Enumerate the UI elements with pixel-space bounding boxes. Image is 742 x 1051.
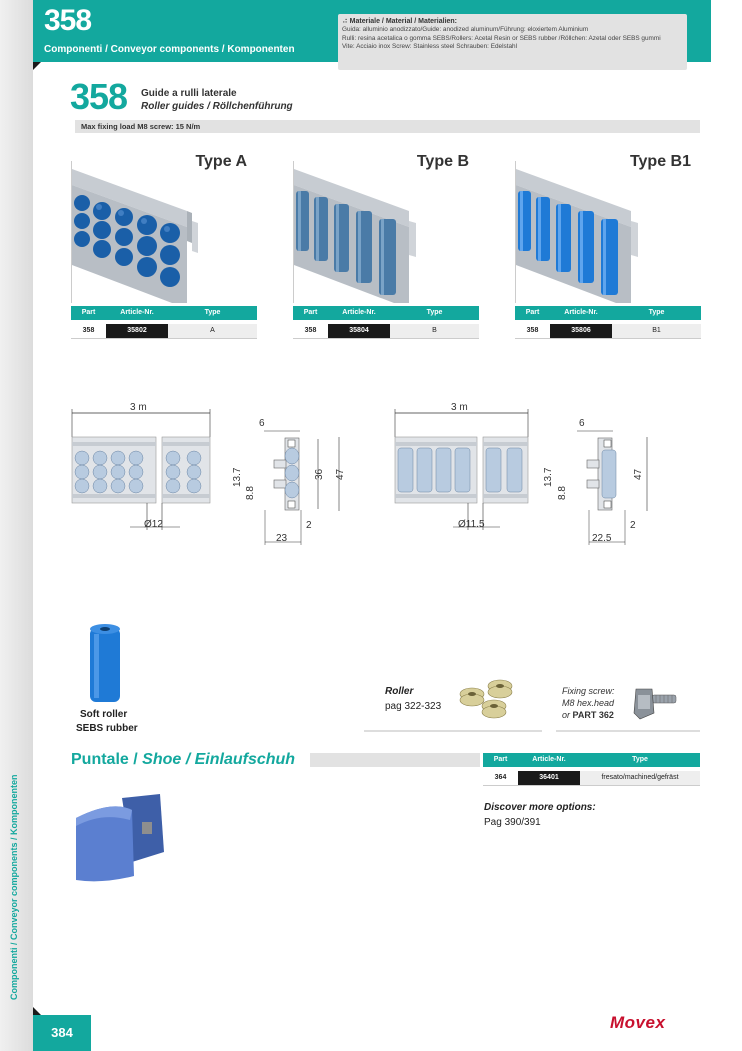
product-title-it: Guide a rulli laterale xyxy=(141,88,237,99)
header-corner xyxy=(33,62,41,70)
dim-47: 47 xyxy=(335,468,346,480)
cell-article: 35804 xyxy=(328,324,390,338)
drawing-type-a xyxy=(60,395,360,555)
screw-image xyxy=(632,683,682,723)
dim-22: 22.5 xyxy=(592,533,612,544)
col-type: Type xyxy=(648,309,665,316)
table-header xyxy=(515,306,701,320)
page-number: 384 xyxy=(33,1015,91,1051)
fixing-part xyxy=(562,710,614,720)
discover-pages-link[interactable]: Pag 390/391 xyxy=(484,817,541,828)
header-number: 358 xyxy=(44,4,92,37)
cell-part: 358 xyxy=(526,327,539,334)
materials-box xyxy=(338,14,687,70)
page-corner xyxy=(33,1007,41,1015)
dim-23: 23 xyxy=(276,533,288,544)
dim-2: 2 xyxy=(630,520,636,531)
table-row xyxy=(483,771,700,786)
product-image-a xyxy=(71,161,258,303)
fixing-label: Fixing screw: xyxy=(562,686,615,696)
cell-type: B1 xyxy=(612,324,701,338)
table-row xyxy=(71,324,257,339)
product-image-b1 xyxy=(515,161,702,303)
cell-part: 358 xyxy=(82,327,95,334)
soft-roller-image xyxy=(86,622,126,704)
dim-8: 8.8 xyxy=(557,486,568,500)
dim-2: 2 xyxy=(306,520,312,531)
roller-images xyxy=(456,676,518,722)
dim-36: 36 xyxy=(314,468,325,480)
shoe-image xyxy=(72,792,168,884)
roller-title: Roller xyxy=(385,686,414,697)
movex-logo: Movex xyxy=(610,1013,666,1032)
dim-47: 47 xyxy=(633,468,644,480)
cell-article: 35806 xyxy=(550,324,612,338)
guide-front-b xyxy=(395,437,528,503)
dim-roller: Ø11.5 xyxy=(458,519,485,530)
dim-roller: Ø12 xyxy=(144,519,163,530)
cell-type: fresato/machined/gefräst xyxy=(580,771,700,785)
profile-a xyxy=(274,438,299,510)
discover-title: Discover more options: xyxy=(484,802,596,813)
cell-article: 35802 xyxy=(106,324,168,338)
materials-line: Rulli: resina acetalica o gomma SEBS/Rollers: Acetal Resin or SEBS rubber /Röllchen: Azetal oder SEBS gummi xyxy=(342,34,661,42)
col-part: Part xyxy=(493,756,508,763)
col-article: Article-Nr. xyxy=(342,309,376,316)
product-card-a xyxy=(71,153,257,339)
dim-13: 13.7 xyxy=(232,467,243,487)
guide-front-a xyxy=(72,437,210,503)
drawing-type-b xyxy=(385,395,685,555)
shoe-title-en: Shoe / xyxy=(142,751,191,768)
load-note: Max fixing load M8 screw: 15 N/m xyxy=(75,120,700,133)
soft-roller-material: SEBS rubber xyxy=(76,723,138,734)
roller-page-link[interactable]: pag 322-323 xyxy=(385,701,442,712)
product-title-en: Roller guides / Röllchenführung xyxy=(141,101,293,112)
product-number: 358 xyxy=(70,76,128,117)
fixing-spec: M8 hex.head xyxy=(562,698,615,708)
header-subtitle: Componenti / Conveyor components / Komponenten xyxy=(44,44,295,55)
side-text: Componenti / Conveyor components / Komponenten xyxy=(9,774,19,1000)
col-type: Type xyxy=(632,756,648,763)
dim-13: 13.7 xyxy=(543,467,554,487)
product-card-b1 xyxy=(515,153,701,339)
col-type: Type xyxy=(204,309,221,316)
col-part: Part xyxy=(81,309,96,316)
col-type: Type xyxy=(426,309,443,316)
materials-line: Vite: Acciaio inox Screw: Stainless steel Schrauben: Edelstahl xyxy=(342,42,518,50)
shoe-title-it: Puntale / xyxy=(71,751,138,768)
col-article: Article-Nr. xyxy=(120,309,154,316)
shoe-title xyxy=(71,751,295,769)
soft-roller-label: Soft roller xyxy=(80,709,128,720)
type-name: Type A xyxy=(195,153,247,170)
type-name: Type B xyxy=(416,153,469,170)
col-part: Part xyxy=(303,309,318,316)
profile-b xyxy=(587,438,616,510)
fixing-part-link[interactable]: PART 362 xyxy=(572,710,614,720)
dim-length: 3 m xyxy=(451,402,468,413)
dim-8: 8.8 xyxy=(245,486,256,500)
materials-icon: ⠴ xyxy=(342,16,348,25)
table-row xyxy=(515,324,701,339)
product-image-b xyxy=(293,161,480,303)
table-header xyxy=(293,306,479,320)
type-name: Type B1 xyxy=(629,153,691,170)
shoe-title-de: Einlaufschuh xyxy=(194,751,296,768)
dim-length: 3 m xyxy=(130,402,147,413)
cell-part: 358 xyxy=(304,327,317,334)
cell-article: 36401 xyxy=(518,771,580,785)
table-header xyxy=(483,753,700,767)
materials-line: Guida: alluminio anodizzato/Guide: anodized aluminum/Führung: eloxiertem Aluminium xyxy=(342,26,589,34)
table-header xyxy=(71,306,257,320)
fixing-or: or xyxy=(562,710,571,720)
col-article: Article-Nr. xyxy=(564,309,598,316)
cell-type: A xyxy=(168,324,257,338)
dim-6: 6 xyxy=(579,418,585,429)
cell-type: B xyxy=(390,324,479,338)
shoe-title-bar xyxy=(310,753,480,767)
materials-title: Materiale / Material / Materialien: xyxy=(349,18,458,25)
dim-6: 6 xyxy=(259,418,265,429)
col-part: Part xyxy=(525,309,540,316)
table-row xyxy=(293,324,479,339)
col-article: Article-Nr. xyxy=(532,756,566,763)
product-card-b xyxy=(293,153,479,339)
cell-part: 364 xyxy=(494,774,507,781)
